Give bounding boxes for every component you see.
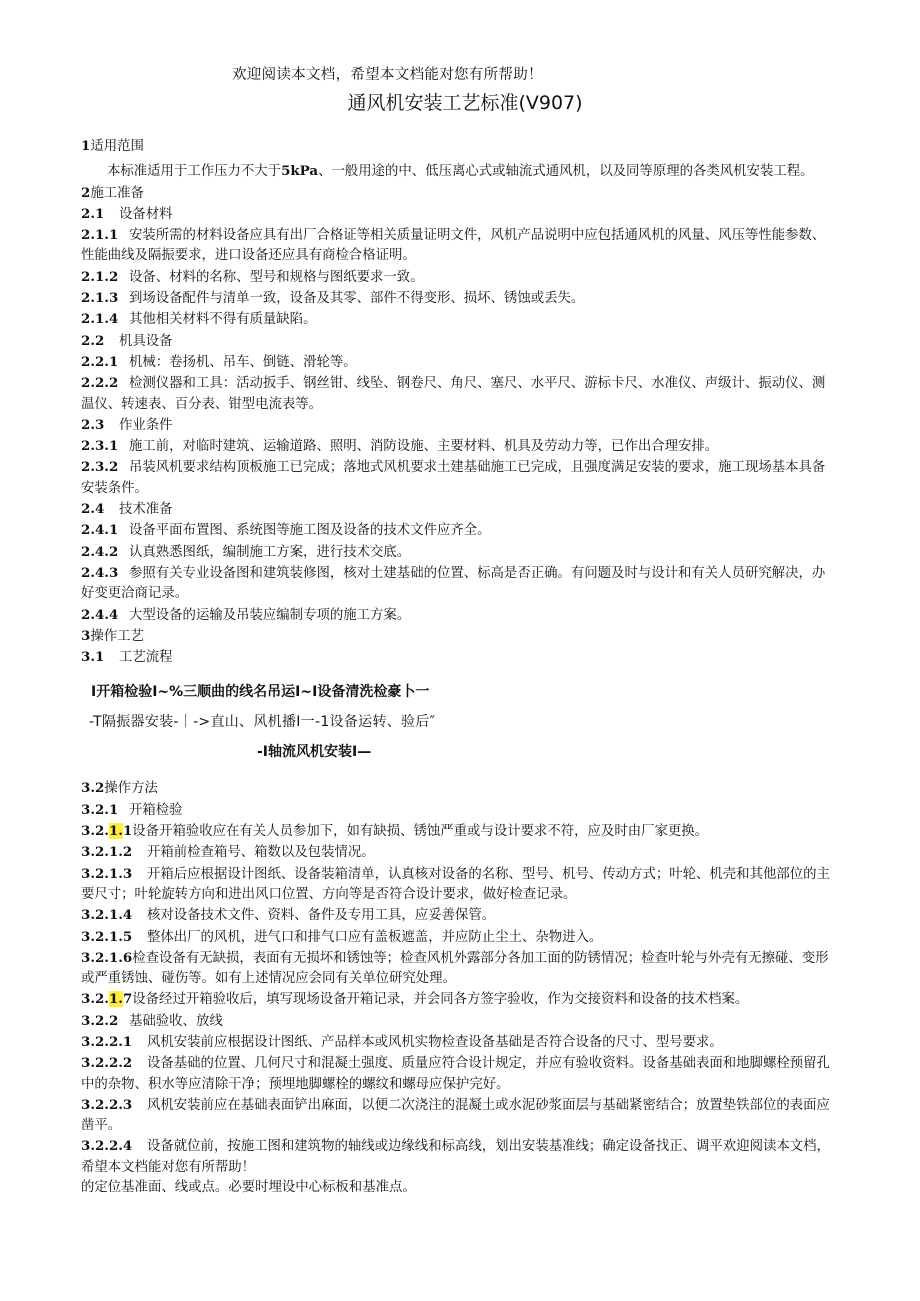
flow-line-3: -I轴流风机安装I— — [257, 744, 372, 761]
item-2-3-2: 2.3.2 吊装风机要求结构顶板施工已完成；落地式风机要求土建基础施工已完成，且强度满足安装的要求，施工现场基本具备安装条件。 — [81, 459, 826, 496]
item-2-1-3: 2.1.3 到场设备配件与清单一致，设备及其零、部件不得变形、损坏、锈蚀或丢失。 — [81, 290, 585, 307]
item-3-2-1-7: 3.2.1.7设备经过开箱验收后，填写现场设备开箱记录，并会同各方签字验收，作为交接资料和设备的技术档案。 — [81, 991, 749, 1008]
document-title — [0, 88, 920, 115]
item-2-3-1: 2.3.1 施工前，对临时建筑、运输道路、照明、消防设施、主要材料、机具及劳动力等，已作出合理安排。 — [81, 438, 719, 455]
item-2-1-1: 2.1.1 安装所需的材料设备应具有出厂合格证等相关质量证明文件，风机产品说明中应包括通风机的风量、风压等性能参数、性能曲线及隔振要求，进口设备还应具有商检合格证明。 — [81, 227, 826, 264]
item-3-2-2-2: 3.2.2.2 设备基础的位置、几何尺寸和混凝土强度、质量应符合设计规定，并应有验收资料。设备基础表面和地脚螺栓预留孔中的杂物、积水等应清除干净；预埋地脚螺栓的螺纹和螺母应保护完好。 — [81, 1055, 830, 1092]
section-2-heading: 2施工准备 — [81, 184, 144, 201]
highlight-mark: 1. — [108, 991, 123, 1008]
item-3-2-1-2: 3.2.1.2 开箱前检查箱号、箱数以及包装情况。 — [81, 844, 375, 861]
item-3-2-2-3: 3.2.2.3 风机安装前应在基础表面铲出麻面，以便二次浇注的混凝土或水泥砂浆面层与基础紧密结合；放置垫铁部位的表面应凿平。 — [81, 1096, 830, 1134]
section-1-heading: 1适用范围 — [81, 138, 144, 154]
process-flow-diagram — [81, 668, 837, 778]
item-2-2-1: 2.2.1 机械：卷扬机、吊车、倒链、滑轮等。 — [81, 353, 357, 370]
item-2-4-2: 2.4.2 认真熟悉图纸，编制施工方案，进行技术交底。 — [81, 543, 411, 560]
title-code: (V907) — [518, 92, 583, 114]
item-3-2-2-1: 3.2.2.1 风机安装前应根据设计图纸、产品样本或风机实物检查设备基础是否符合设备的尺寸、型号要求。 — [81, 1033, 723, 1050]
item-2-4-4: 2.4.4 大型设备的运输及吊装应编制专项的施工方案。 — [81, 606, 411, 623]
item-2-2-2: 2.2.2 检测仪器和工具：活动扳手、钢丝钳、线坠、钢卷尺、角尺、塞尺、水平尺、游标卡尺、水准仪、声级计、振动仪、测温仪、转速表、百分表、钳型电流表等。 — [81, 375, 826, 412]
item-3-2-2-4: 3.2.2.4 设备就位前，按施工图和建筑物的轴线或边缘线和标高线，划出安装基准线；确定设备找正、调平欢迎阅读本文档，希望本文档能对您有所帮助！ — [81, 1138, 830, 1175]
item-3-2-1-5: 3.2.1.5 整体出厂的风机，进气口和排气口应有盖板遮盖，并应防止尘土、杂物进入。 — [81, 928, 603, 945]
section-2-3-heading: 2.3 作业条件 — [81, 416, 173, 433]
section-3-heading: 3操作工艺 — [81, 627, 144, 644]
item-2-1-4: 2.1.4 其他相关材料不得有质量缺陷。 — [81, 311, 317, 328]
item-3-2-2-4-cont: 的定位基准面、线或点。必要时埋设中心标板和基准点。 — [81, 1180, 416, 1196]
item-3-2-1-3: 3.2.1.3 开箱后应根据设计图纸、设备装箱清单，认真核对设备的名称、型号、机号、传动方式；叶轮、机壳和其他部位的主要尺寸；叶轮旋转方向和进出风口位置、方向等是否符合设计要求，做好检查记录。 — [81, 865, 830, 902]
item-3-2-1-1: 3.2.1.1设备开箱验收应在有关人员参加下，如有缺损、锈蚀严重或与设计要求不符，应及时由厂家更换。 — [81, 823, 709, 840]
highlight-mark: 1. — [108, 823, 123, 840]
section-3-2-1-heading: 3.2.1 开箱检验 — [81, 801, 183, 818]
welcome-banner: 欢迎阅读本文档，希望本文档能对您有所帮助！ — [232, 67, 543, 83]
section-3-2-2-heading: 3.2.2 基础验收、放线 — [81, 1012, 223, 1029]
section-2-4-heading: 2.4 技术准备 — [81, 501, 173, 518]
item-2-1-2: 2.1.2 设备、材料的名称、型号和规格与图纸要求一致。 — [81, 268, 424, 285]
item-2-4-3: 2.4.3 参照有关专业设备图和建筑装修图，核对土建基础的位置、标高是否正确。有问题及时与设计和有关人员研究解决，办好变更洽商记录。 — [81, 564, 826, 602]
flow-line-1: I开箱检验I~%三顺曲的线名吊运I~I设备清洗检豪卜一 — [91, 684, 430, 701]
section-1-paragraph: 本标准适用于工作压力不大于5kPa、一般用途的中、低压离心式或轴流式通风机，以及同等原理的各类风机安装工程。 — [107, 163, 814, 180]
section-3-1-heading: 3.1 工艺流程 — [81, 649, 173, 666]
document-body — [81, 136, 837, 1198]
item-2-4-1: 2.4.1 设备平面布置图、系统图等施工图及设备的技术文件应齐全。 — [81, 522, 491, 539]
section-2-2-heading: 2.2 机具设备 — [81, 332, 173, 349]
section-3-2-heading: 3.2操作方法 — [81, 780, 158, 797]
item-3-2-1-6: 3.2.1.6检查设备有无缺损，表面有无损坏和锈蚀等；检查风机外露部分各加工面的防锈情况；检查叶轮与外壳有无擦碰、变形或严重锈蚀、碰伤等。如有上述情况应会同有关单位研究处理。 — [81, 949, 829, 987]
title-text: 通风机安装工艺标准 — [347, 92, 519, 114]
section-2-1-heading: 2.1 设备材料 — [81, 205, 173, 222]
flow-line-2: -T隔振器安装-｜->直山、风机播I一-1设备运转、验后″ — [89, 714, 436, 731]
item-3-2-1-4: 3.2.1.4 核对设备技术文件、资料、备件及专用工具，应妥善保管。 — [81, 907, 496, 924]
